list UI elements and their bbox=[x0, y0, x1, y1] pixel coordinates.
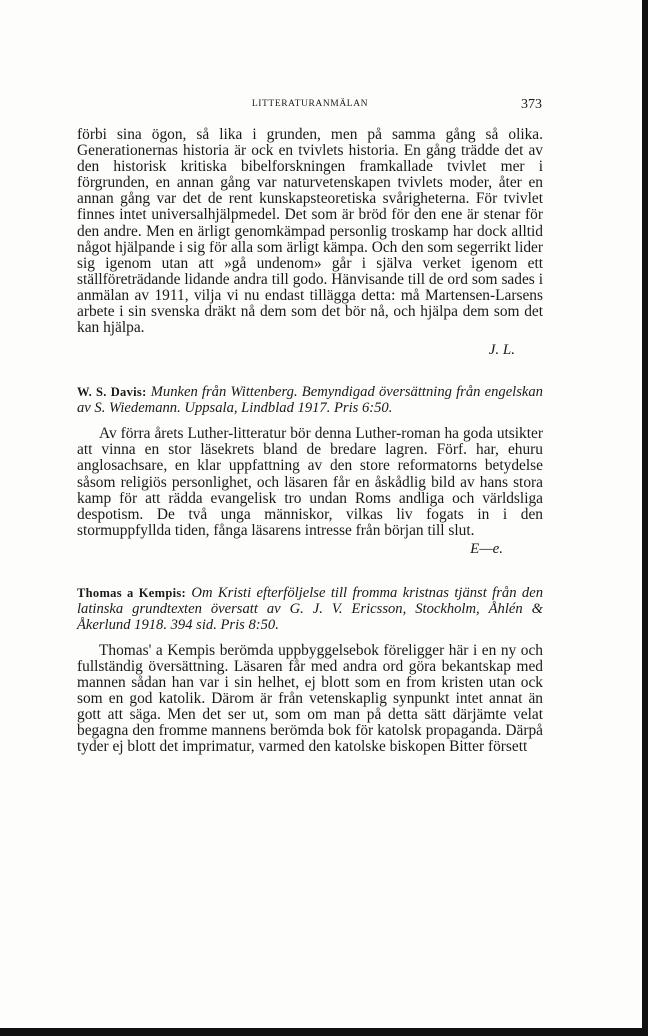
running-title: LITTERATURANMÄLAN bbox=[251, 99, 369, 109]
page-header bbox=[78, 97, 542, 115]
signature-ee: E—e. bbox=[470, 540, 503, 557]
page-number: 373 bbox=[521, 97, 542, 112]
review-bibliography: Om Kristi efterföljelse till fromma kristnas tjänst från den latinska grundtexten översatt av G. J. V. Ericsson, Stockholm, Åhlén & Åkerlund 1918. 394 sid. Pris 8:50. bbox=[77, 584, 543, 633]
review-heading-kempis bbox=[77, 585, 543, 633]
review-heading-davis bbox=[77, 384, 543, 416]
review-paragraph-davis: Av förra årets Luther-litteratur bör denna Luther-roman ha goda utsikter att vinna en stor läsekrets bland de bredare lagren. Förf. har, ehuru anglosachsare, en klar uppfattning av den store reformatorns betydelse såsom religiös personlighet, och läsaren får en åskådlig bild av hans stora kamp för att rädda evangelisk tro undan Roms andliga och världsliga despotism. De två unga människor, vilkas liv fogats in i den stormuppfyllda tiden, fånga läsarens intresse från början till slut. bbox=[77, 425, 543, 539]
scan-border-bottom bbox=[0, 1028, 648, 1036]
closing-paragraph: förbi sina ögon, så lika i grunden, men på samma gång så olika. Generationernas historia är ock en tvivlets historia. En gång trädde det av den historisk kritiska bibelforskningen framkallade tvivlet mer i förgrunden, en annan gång var naturvetenskapen tvivlets moder, åter en annan gång var det de rent kunskapsteoretiska svårigheterna. För tvivlet finnes intet universalhjälpmedel. Det som är bröd för den ene är stenar för den andre. Men en ärligt genomkämpad personlig troskamp har dock alltid något hjälpande i sig för alla som ärligt kämpa. Och den som segerrikt lider sig igenom utan att »gå undenom» går i själva verket igenom ett ställföreträdande lidande andra till godo. Hänvisande till de ord som sades i anmälan av 1911, vilja vi nu endast tillägga detta: må Martensen-Larsens arbete i sin svenska dräkt nå dem som det bör nå, och hjälpa dem som det kan hjälpa. bbox=[77, 126, 543, 337]
signature-jl: J. L. bbox=[488, 342, 515, 359]
review-paragraph-kempis: Thomas' a Kempis berömda uppbyggelsebok föreligger här i en ny och fullständig översättning. Läsaren får med andra ord göra bekantskap med mannen sådan han var i sin helhet, ej blott som en from kristen utan ock som en god katolik. Därom är från vetenskaplig synpunkt intet annat än gott att säga. Men det ser ut, som om man på detta sätt därjämte velat begagna den fromme mannens berömda bok för katolsk propaganda. Därpå tyder ej blott det imprimatur, varmed den katolske biskopen Bitter försett bbox=[77, 641, 543, 756]
review-author: Thomas a Kempis: bbox=[77, 585, 187, 600]
body-text bbox=[77, 127, 543, 756]
review-author: W. S. Davis: bbox=[77, 385, 147, 400]
scan-border-right bbox=[642, 0, 648, 1036]
review-bibliography: Munken från Wittenberg. Bemyndigad översättning från engelskan av S. Wiedemann. Uppsala, Lindblad 1917. Pris 6:50. bbox=[77, 384, 543, 417]
